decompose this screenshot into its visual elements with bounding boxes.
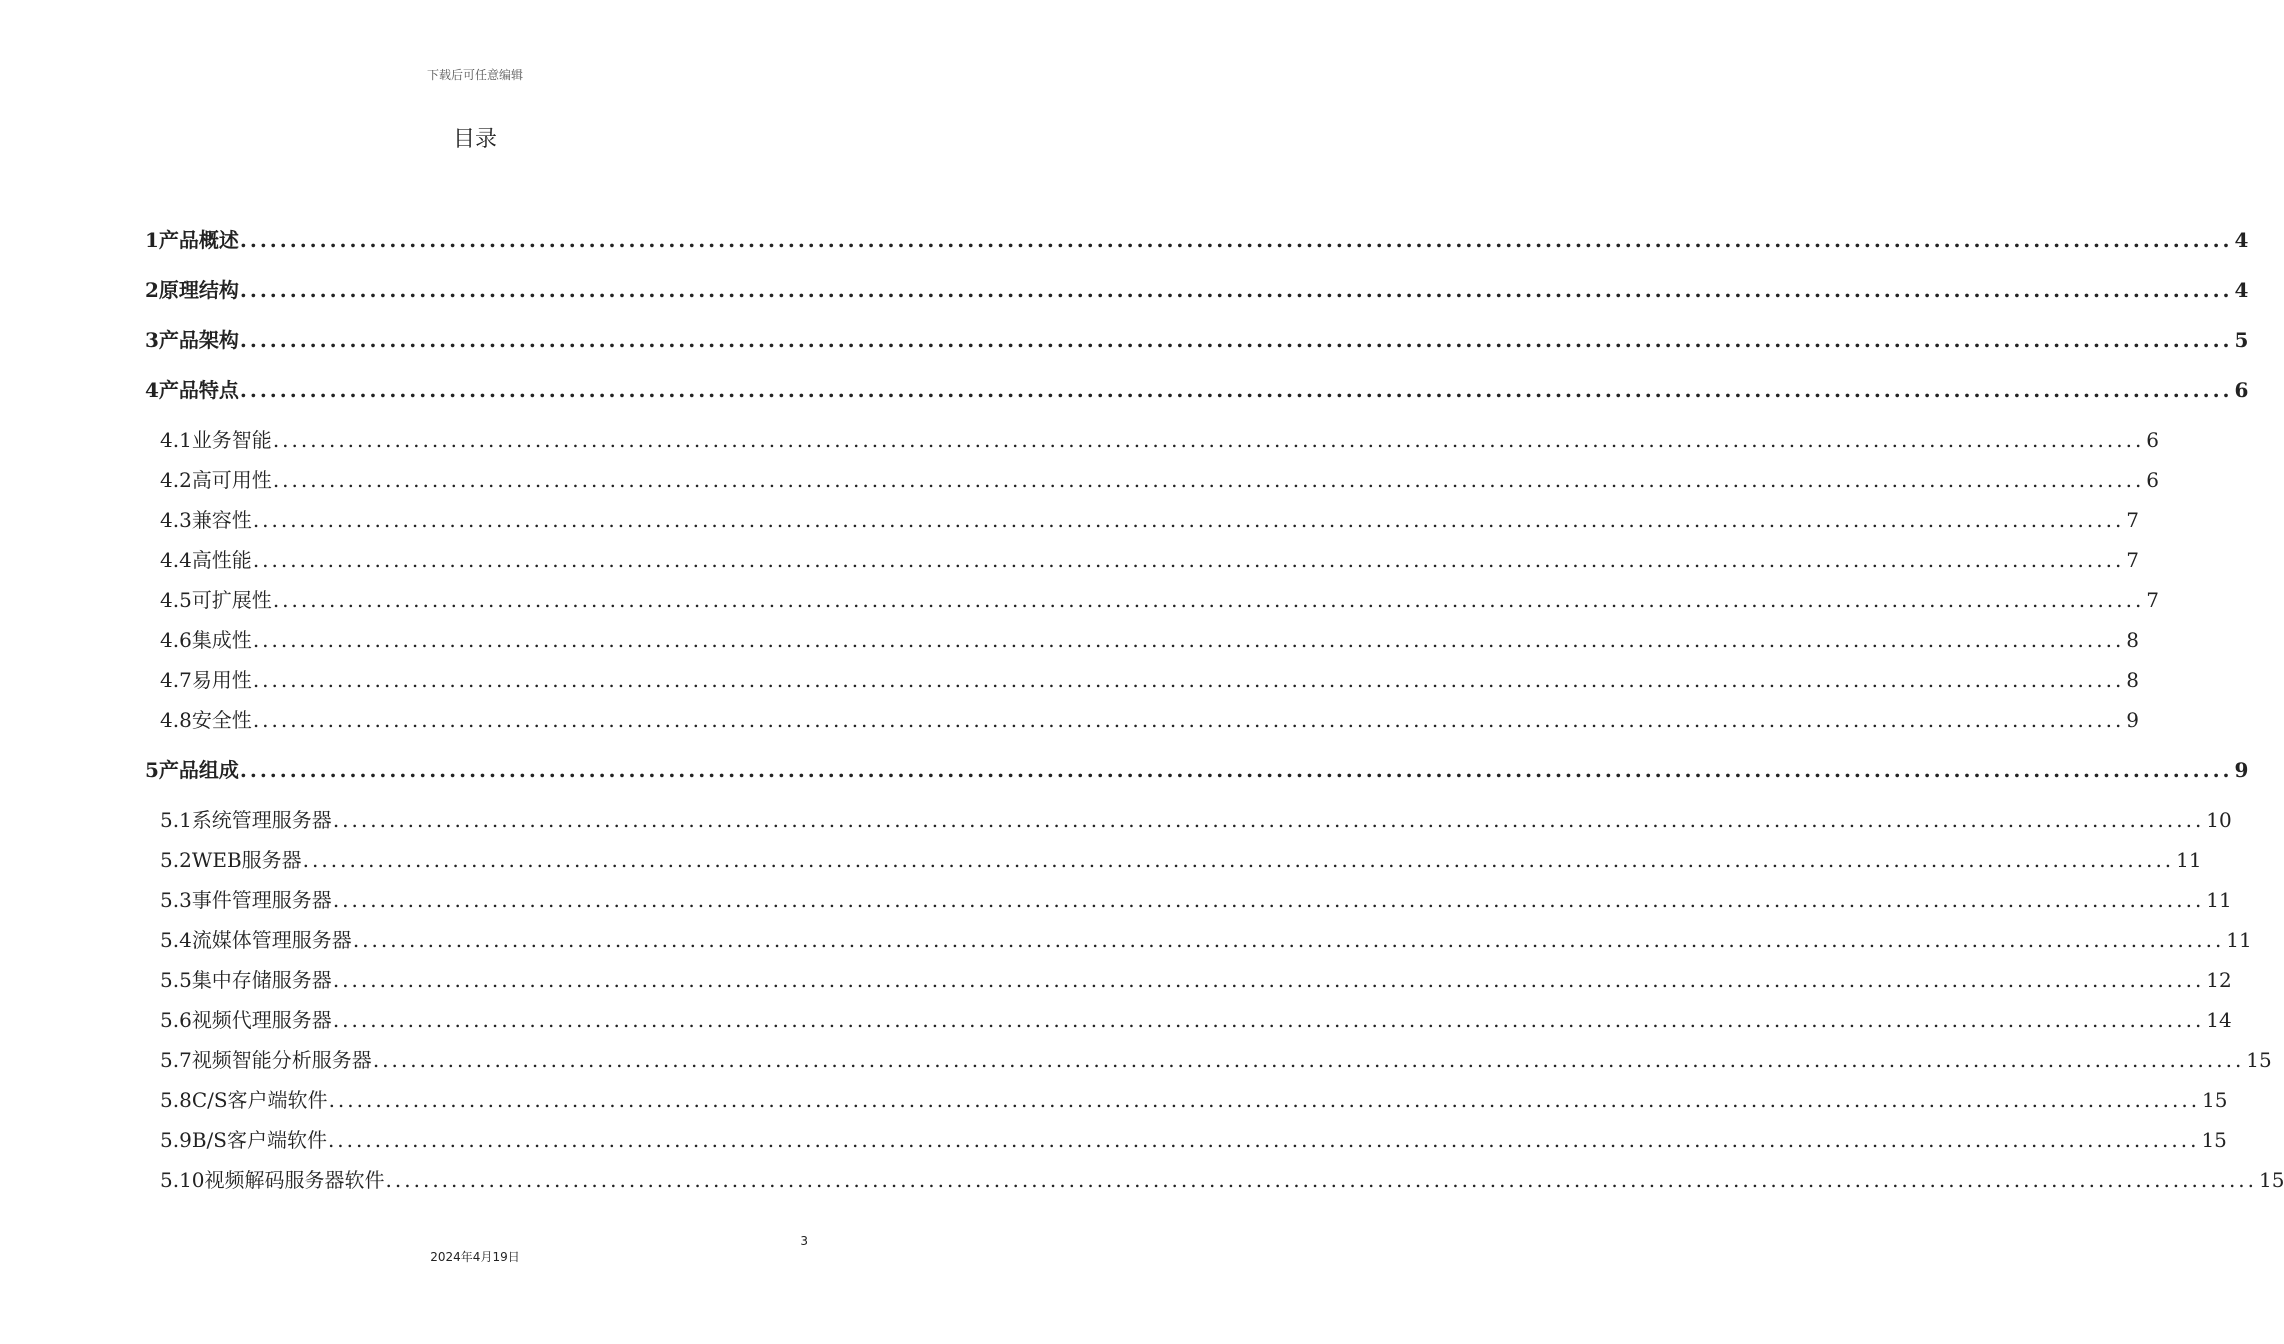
toc-entry-page: 14 [2206,1008,2232,1032]
toc-entry-page: 12 [2206,968,2232,992]
toc-entry-number: 5.3 [160,888,192,912]
toc-entry-title: 安全性 [191,708,252,732]
toc-entry-page: 8 [2126,668,2140,692]
toc-entry-title: 系统管理服务器 [191,808,332,832]
toc-dot-leader: ........................................................................................................................................................................................................ [385,1168,2258,1192]
page-number: 3 [800,1234,808,1248]
toc-entry-title: 集成性 [191,628,252,652]
toc-entry[interactable] [145,754,2249,783]
toc-entry-number: 2 [145,278,159,302]
toc-entry[interactable] [160,464,2160,493]
toc-entry-page: 7 [2146,588,2160,612]
toc-dot-leader: ........................................................................................................................................................................................................ [252,668,2125,692]
toc-dot-leader: ........................................................................................................................................................................................................ [302,848,2175,872]
toc-dot-leader: ........................................................................................................................................................................................................ [332,1008,2205,1032]
toc-entry-title: 集中存储服务器 [191,968,332,992]
toc-entry-page: 9 [2234,758,2249,782]
toc-entry-number: 4.6 [160,628,192,652]
toc-entry-number: 3 [145,328,159,352]
toc-entry-page: 15 [2201,1128,2227,1152]
toc-entry-page: 15 [2202,1088,2228,1112]
toc-dot-leader: ........................................................................................................................................................................................................ [252,708,2125,732]
toc-dot-leader: ........................................................................................................................................................................................................ [332,888,2205,912]
toc-entry-title: 产品组成 [158,758,239,782]
toc-entry-page: 4 [2234,228,2249,252]
toc-entry-number: 1 [145,228,159,252]
toc-entry-page: 10 [2206,808,2232,832]
toc-dot-leader: ........................................................................................................................................................................................................ [352,928,2225,952]
toc-entry-title: C/S客户端软件 [191,1088,328,1112]
toc-entry[interactable] [160,924,2252,953]
toc-entry-title: 易用性 [191,668,252,692]
toc-entry[interactable] [160,1044,2272,1073]
toc-entry-page: 6 [2146,468,2160,492]
toc-entry-page: 15 [2246,1048,2272,1072]
toc-entry-page: 15 [2259,1168,2284,1192]
toc-entry-title: 高可用性 [191,468,272,492]
toc-entry-title: 视频智能分析服务器 [191,1048,372,1072]
toc-entry[interactable] [160,624,2140,653]
toc-entry-number: 4.1 [160,428,192,452]
toc-entry-number: 5 [145,758,159,782]
toc-dot-leader: ........................................................................................................................................................................................................ [239,378,2233,402]
toc-entry-number: 5.5 [160,968,192,992]
toc-entry-title: 产品概述 [158,228,239,252]
footer-date: 2024年4月19日 [430,1250,520,1264]
toc-entry-number: 5.10 [160,1168,205,1192]
toc-entry-page: 6 [2234,378,2249,402]
toc-entry[interactable] [145,224,2249,253]
toc-entry[interactable] [160,704,2140,733]
toc-entry-number: 4.8 [160,708,192,732]
toc-entry-page: 4 [2234,278,2249,302]
toc-entry[interactable] [160,884,2232,913]
toc-entry-page: 8 [2126,628,2140,652]
toc-entry-title: WEB服务器 [191,848,302,872]
toc-entry-title: 业务智能 [191,428,272,452]
toc-entry[interactable] [160,544,2140,573]
toc-entry-title: 原理结构 [158,278,239,302]
toc-dot-leader: ........................................................................................................................................................................................................ [328,1088,2201,1112]
toc-entry-number: 4.2 [160,468,192,492]
toc-entry[interactable] [145,374,2249,403]
toc-entry[interactable] [160,1004,2232,1033]
toc-dot-leader: ........................................................................................................................................................................................................ [332,808,2205,832]
toc-entry-page: 9 [2126,708,2140,732]
toc-dot-leader: ........................................................................................................................................................................................................ [332,968,2205,992]
toc-entry[interactable] [160,844,2202,873]
toc-entry[interactable] [160,664,2140,693]
toc-entry-title: 高性能 [191,548,252,572]
toc-entry-page: 11 [2226,928,2252,952]
toc-entry-title: 事件管理服务器 [191,888,332,912]
toc-entry-title: 产品特点 [158,378,239,402]
toc-entry[interactable] [160,804,2232,833]
toc-entry[interactable] [160,1124,2227,1153]
toc-entry-title: 视频解码服务器软件 [204,1168,385,1192]
toc-entry-title: 视频代理服务器 [191,1008,332,1032]
toc-entry[interactable] [145,324,2249,353]
toc-entry-number: 4.3 [160,508,192,532]
toc-dot-leader: ........................................................................................................................................................................................................ [272,428,2145,452]
toc-dot-leader: ........................................................................................................................................................................................................ [252,508,2125,532]
toc-entry-page: 7 [2126,508,2140,532]
toc-entry[interactable] [160,1084,2228,1113]
toc-entry[interactable] [160,1164,2284,1193]
toc-entry-number: 4.4 [160,548,192,572]
toc-dot-leader: ........................................................................................................................................................................................................ [272,588,2145,612]
toc-entry-number: 5.7 [160,1048,192,1072]
toc-entry[interactable] [160,424,2160,453]
toc-entry-title: 兼容性 [191,508,252,532]
toc-entry-number: 5.6 [160,1008,192,1032]
toc-entry[interactable] [145,274,2249,303]
toc-entry-number: 4.5 [160,588,192,612]
toc-dot-leader: ........................................................................................................................................................................................................ [252,548,2125,572]
toc-entry[interactable] [160,584,2160,613]
toc-entry-number: 5.2 [160,848,192,872]
toc-entry-number: 5.1 [160,808,192,832]
toc-entry-number: 5.4 [160,928,192,952]
toc-entry-number: 4.7 [160,668,192,692]
toc-dot-leader: ........................................................................................................................................................................................................ [239,328,2233,352]
toc-dot-leader: ........................................................................................................................................................................................................ [372,1048,2245,1072]
toc-dot-leader: ........................................................................................................................................................................................................ [272,468,2145,492]
toc-dot-leader: ........................................................................................................................................................................................................ [239,278,2233,302]
toc-entry-number: 5.9 [160,1128,192,1152]
toc-entry-page: 11 [2206,888,2232,912]
toc-entry-title: 产品架构 [158,328,239,352]
toc-entry-page: 11 [2176,848,2202,872]
toc-dot-leader: ........................................................................................................................................................................................................ [239,758,2233,782]
toc-entry-title: 可扩展性 [191,588,272,612]
toc-dot-leader: ........................................................................................................................................................................................................ [239,228,2233,252]
toc-entry-number: 4 [145,378,159,402]
toc-dot-leader: ........................................................................................................................................................................................................ [252,628,2125,652]
toc-entry-page: 5 [2234,328,2249,352]
toc-dot-leader: ........................................................................................................................................................................................................ [327,1128,2200,1152]
toc-entry-number: 5.8 [160,1088,192,1112]
toc-entry[interactable] [160,504,2140,533]
toc-entry-title: B/S客户端软件 [191,1128,327,1152]
toc-entry-page: 6 [2146,428,2160,452]
toc-entry-title: 流媒体管理服务器 [191,928,352,952]
toc-title: 目录 [452,127,497,152]
toc-entry-page: 7 [2126,548,2140,572]
toc-entry[interactable] [160,964,2232,993]
page-header: 下载后可任意编辑 [426,68,523,82]
